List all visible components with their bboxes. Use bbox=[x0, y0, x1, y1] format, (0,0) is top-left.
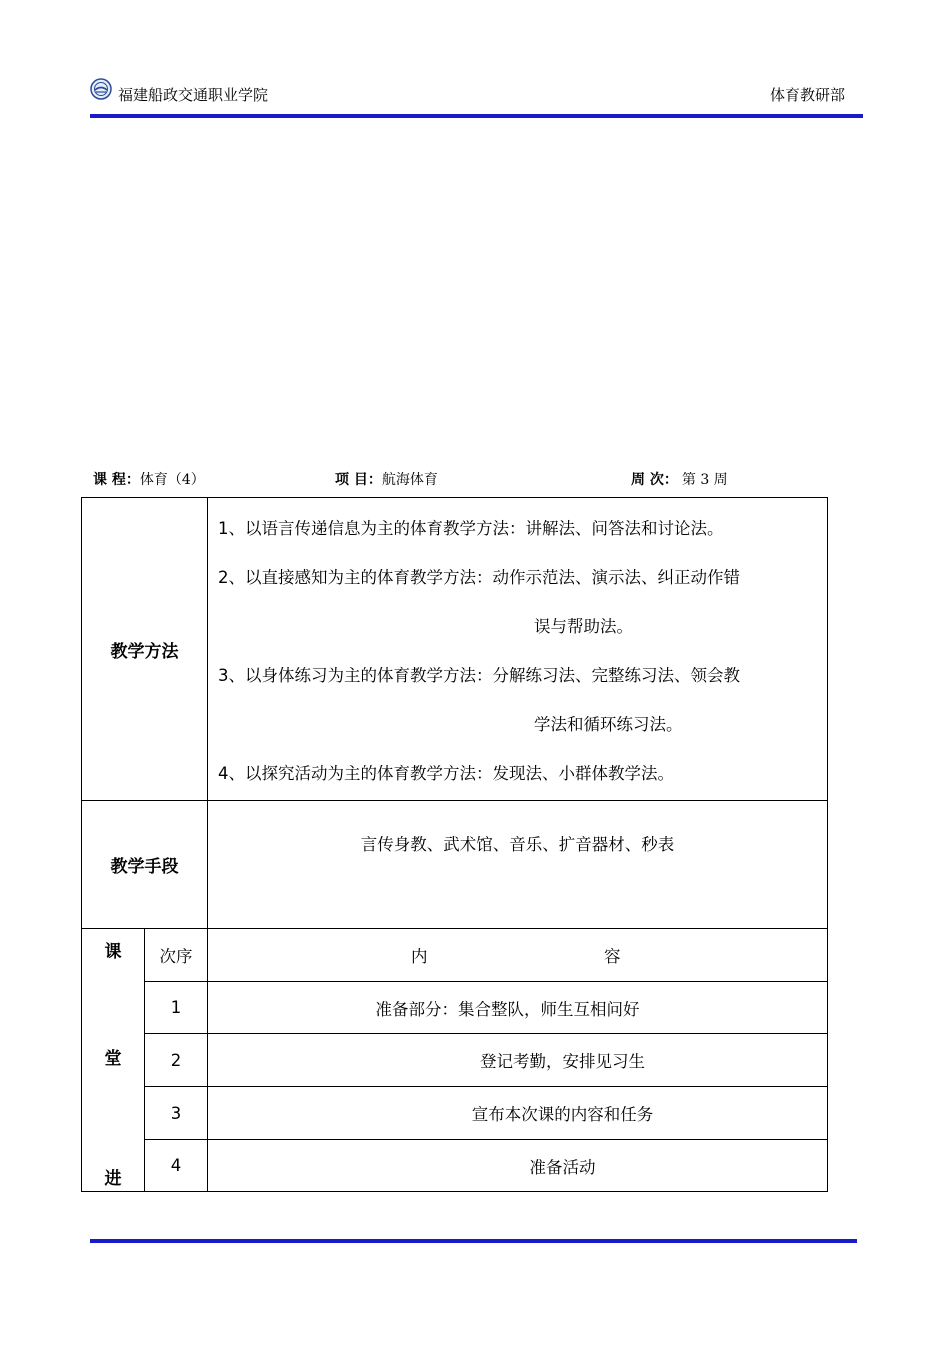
lesson-table bbox=[81, 497, 828, 1192]
side-char-1: 课 bbox=[104, 942, 122, 962]
side-char-3: 进 bbox=[104, 1169, 122, 1189]
method-line-3-cont: 学法和循环练习法。 bbox=[534, 715, 683, 734]
header-divider bbox=[90, 114, 863, 118]
content-header bbox=[208, 929, 828, 982]
order-header: 次序 bbox=[145, 929, 208, 982]
project-value: 航海体育 bbox=[381, 472, 438, 488]
course-info bbox=[93, 469, 205, 489]
row-order: 3 bbox=[145, 1087, 208, 1140]
week-info bbox=[631, 469, 728, 489]
table-row bbox=[82, 1087, 828, 1140]
row-order: 4 bbox=[145, 1140, 208, 1192]
method-line-3: 3、以身体练习为主的体育教学方法：分解练习法、完整练习法、领会教 bbox=[218, 666, 740, 685]
method-line-2-cont: 误与帮助法。 bbox=[534, 617, 633, 636]
row-order: 1 bbox=[145, 982, 208, 1034]
project-info bbox=[335, 469, 438, 489]
row-content: 准备部分：集合整队，师生互相问好 bbox=[208, 982, 828, 1034]
side-char-2: 堂 bbox=[104, 1049, 122, 1069]
course-label: 课 程： bbox=[93, 472, 140, 488]
table-row bbox=[82, 1140, 828, 1192]
content-header-char-2: 容 bbox=[604, 947, 621, 966]
row-content: 准备活动 bbox=[208, 1140, 828, 1192]
school-name: 福建船政交通职业学院 bbox=[118, 86, 269, 104]
means-content: 言传身教、武术馆、音乐、扩音器材、秒表 bbox=[208, 801, 828, 929]
project-label: 项 目： bbox=[335, 472, 382, 488]
process-side-label bbox=[82, 929, 145, 1192]
means-label: 教学手段 bbox=[82, 801, 208, 929]
method-line-1: 1、以语言传递信息为主的体育教学方法：讲解法、问答法和讨论法。 bbox=[218, 519, 724, 538]
table-row bbox=[82, 982, 828, 1034]
method-line-2: 2、以直接感知为主的体育教学方法：动作示范法、演示法、纠正动作错 bbox=[218, 568, 740, 587]
method-line-4: 4、以探究活动为主的体育教学方法：发现法、小群体教学法。 bbox=[218, 764, 674, 783]
row-order: 2 bbox=[145, 1034, 208, 1087]
means-row bbox=[82, 801, 828, 929]
department-name: 体育教研部 bbox=[769, 86, 845, 104]
process-header-row bbox=[82, 929, 828, 982]
course-value: 体育（4） bbox=[139, 472, 205, 488]
school-logo-icon bbox=[90, 78, 112, 100]
methods-content bbox=[208, 498, 828, 801]
methods-row bbox=[82, 498, 828, 801]
footer-divider bbox=[90, 1239, 857, 1243]
content-header-char-1: 内 bbox=[411, 947, 428, 966]
methods-label: 教学方法 bbox=[82, 498, 208, 801]
table-row bbox=[82, 1034, 828, 1087]
week-label: 周 次： bbox=[631, 472, 678, 488]
row-content: 宣布本次课的内容和任务 bbox=[208, 1087, 828, 1140]
page-header bbox=[90, 74, 863, 118]
week-value: 第 3 周 bbox=[681, 472, 728, 488]
row-content: 登记考勤，安排见习生 bbox=[208, 1034, 828, 1087]
